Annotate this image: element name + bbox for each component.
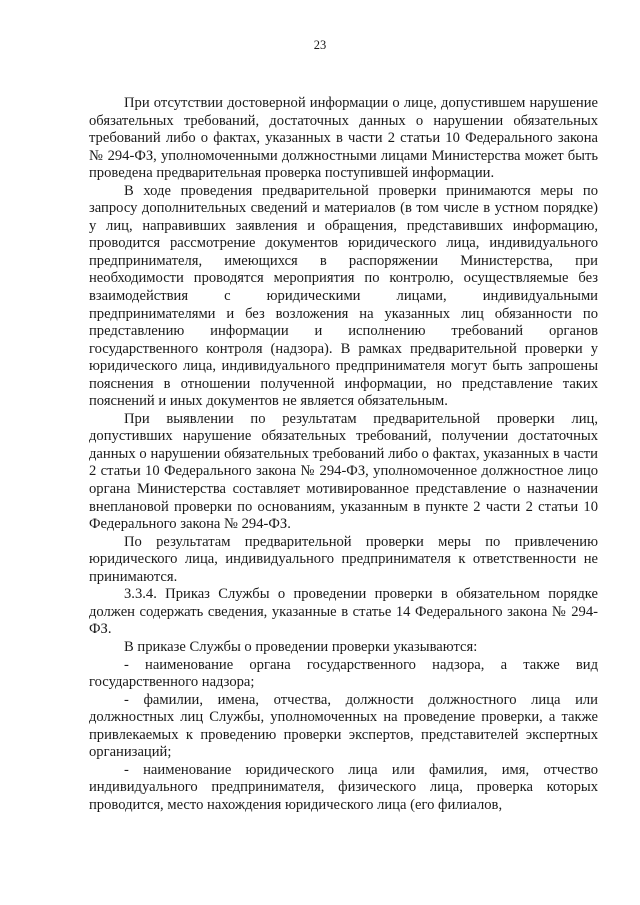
paragraph-order-contents: 3.3.4. Приказ Службы о проведении проверки в обязательном порядке должен содержать сведения, указанные в статье 14 Федерального закона № 294-ФЗ. (89, 586, 598, 638)
page-number: 23 (313, 38, 327, 52)
paragraph-violation-detection: При выявлении по результатам предварительной проверки лиц, допустивших нарушение обязательных требований, получении достаточных данных о нарушении обязательных требований либо о фактах, указанных в части 2 статьи 10 Федерального закона № 294-ФЗ, уполномоченное должностное лицо органа Министерства составляет мотивированное представление о назначении внеплановой проверки по основаниям, указанным в пункте 2 части 2 статьи 10 Федерального закона № 294-ФЗ. (89, 410, 598, 533)
paragraph-no-liability: По результатам предварительной проверки меры по привлечению юридического лица, индивидуального предпринимателя к ответственности не принимаются. (89, 533, 598, 585)
document-body (89, 95, 598, 814)
list-item-officials: - фамилии, имена, отчества, должности должностного лица или должностных лиц Службы, уполномоченных на проведение проверки, а также привлекаемых к проведению проверки экспертов, представителей экспертных организаций; (89, 691, 598, 761)
list-item-legal-entity: - наименование юридического лица или фамилия, имя, отчество индивидуального предпринимателя, физического лица, проверка которых проводится, место нахождения юридического лица (его филиалов, (89, 761, 598, 813)
list-item-authority-name: - наименование органа государственного надзора, а также вид государственного надзора; (89, 656, 598, 691)
paragraph-check-measures: В ходе проведения предварительной проверки принимаются меры по запросу дополнительных сведений и материалов (в том числе в устном порядке) у лиц, направивших заявления и обращения, представивших информацию, проводится рассмотрение документов юридического лица, индивидуального предпринимателя, имеющихся в распоряжении Министерства, при необходимости проводятся мероприятия по контролю, осуществляемые без взаимодействия с юридическими лицами, индивидуальными предпринимателями и без возложения на указанных лиц обязанности по представлению информации и исполнению требований органов государственного контроля (надзора). В рамках предварительной проверки у юридического лица, индивидуального предпринимателя могут быть запрошены пояснения в отношении полученной информации, но представление таких пояснений и иных документов не является обязательным. (89, 182, 598, 410)
paragraph-order-list-intro: В приказе Службы о проведении проверки указываются: (124, 638, 478, 655)
paragraph-preliminary-check: При отсутствии достоверной информации о лице, допустившем нарушение обязательных требований, достаточных данных о нарушении обязательных требований либо о фактах, указанных в части 2 статьи 10 Федерального закона № 294-ФЗ, уполномоченными должностными лицами Министерства может быть проведена предварительная проверка поступившей информации. (89, 95, 598, 182)
